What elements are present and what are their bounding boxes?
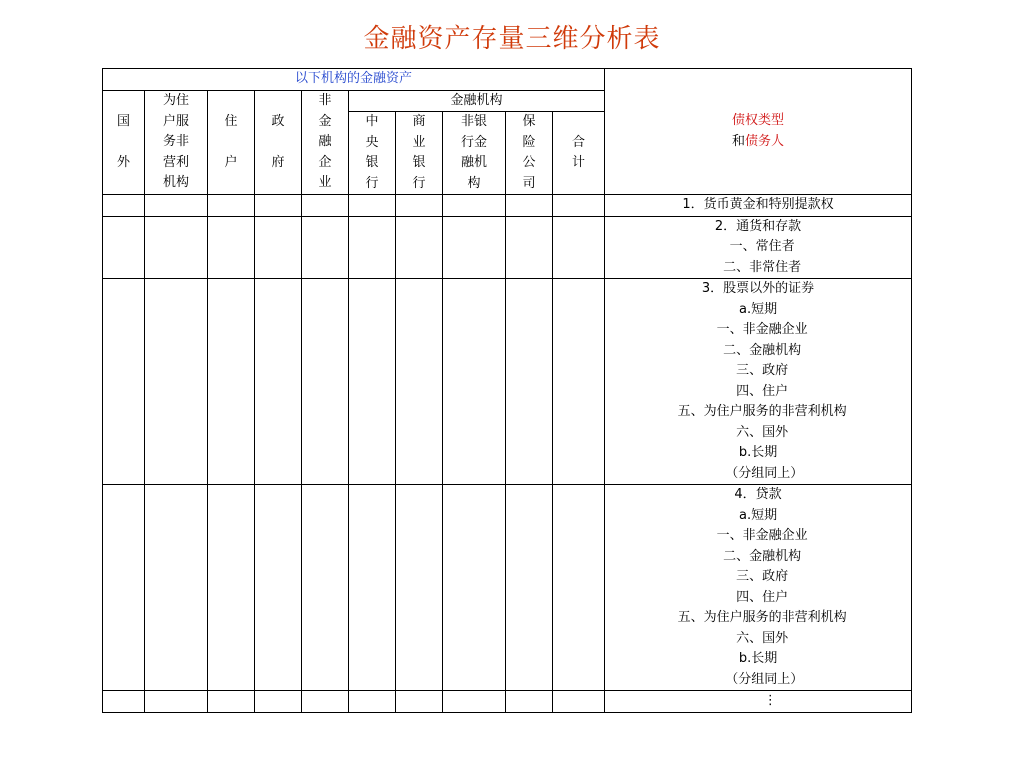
table-cell	[255, 216, 302, 279]
category-line: 六、国外	[727, 630, 789, 646]
category-line: 三、政府	[727, 363, 789, 378]
category-line: b.长期	[738, 651, 778, 666]
table-cell	[553, 216, 605, 279]
table-cell	[396, 216, 443, 279]
col-nonbank-fi: 非银 行金 融机 构	[443, 112, 506, 195]
category-line: 六、国外	[727, 424, 789, 440]
table-cell	[553, 485, 605, 691]
table-cell	[302, 216, 349, 279]
category-cell	[605, 485, 912, 691]
table-row	[103, 485, 912, 691]
category-line: 2．通货和存款	[714, 218, 802, 234]
table-row	[103, 691, 912, 713]
category-line: 4．贷款	[734, 487, 782, 502]
category-cell	[605, 279, 912, 485]
table-cell	[396, 279, 443, 485]
table-cell	[208, 691, 255, 713]
table-cell	[506, 216, 553, 279]
debt-type-label: 债权类型	[732, 113, 785, 128]
category-line: （分组同上）	[712, 465, 804, 481]
header-top-label: 以下机构的金融资产	[103, 69, 605, 91]
category-line: 二、金融机构	[714, 548, 802, 564]
category-line: 五、为住户服务的非营利机构	[669, 610, 847, 625]
category-line: 二、非常住者	[714, 259, 802, 275]
table-cell	[208, 195, 255, 217]
category-line: 一、非金融企业	[708, 528, 808, 543]
table-cell	[302, 485, 349, 691]
table-row	[103, 216, 912, 279]
col-foreign: 国 外	[103, 90, 145, 195]
table-cell	[255, 279, 302, 485]
table-cell	[396, 691, 443, 713]
table-cell	[255, 691, 302, 713]
category-line: 1．货币黄金和特别提款权	[682, 197, 834, 212]
table-cell	[208, 279, 255, 485]
col-central-bank: 中 央 银 行	[349, 112, 396, 195]
col-total: 合 计	[553, 112, 605, 195]
category-line: 一、常住者	[721, 239, 795, 254]
table-cell	[145, 691, 208, 713]
table-cell	[443, 691, 506, 713]
col-npish: 为住 户服 务非 营利 机构	[145, 90, 208, 195]
category-cell	[605, 691, 912, 713]
table-cell	[506, 485, 553, 691]
col-commercial-bank: 商 业 银 行	[396, 112, 443, 195]
category-line: 四、住户	[727, 589, 789, 605]
category-line: 3．股票以外的证券	[701, 281, 815, 296]
category-line: 五、为住户服务的非营利机构	[669, 404, 847, 419]
table-cell	[443, 195, 506, 217]
table-cell	[396, 195, 443, 217]
table-cell	[145, 485, 208, 691]
table-cell	[349, 216, 396, 279]
header-right-label	[605, 69, 912, 195]
table-cell	[302, 195, 349, 217]
col-government: 政 府	[255, 90, 302, 195]
table-cell	[302, 279, 349, 485]
category-cell	[605, 216, 912, 279]
category-line: ⋮	[739, 693, 777, 708]
table-cell	[302, 691, 349, 713]
category-line: 一、非金融企业	[708, 322, 808, 337]
table-row	[103, 195, 912, 217]
table-cell	[553, 195, 605, 217]
category-line: a.短期	[738, 507, 778, 523]
page-title: 金融资产存量三维分析表	[363, 24, 661, 54]
table-cell	[103, 691, 145, 713]
table-cell	[443, 485, 506, 691]
table-cell	[255, 485, 302, 691]
table-cell	[103, 195, 145, 217]
table-cell	[145, 216, 208, 279]
table-cell	[553, 691, 605, 713]
category-line: （分组同上）	[712, 671, 804, 687]
table-cell	[103, 485, 145, 691]
table-row	[103, 279, 912, 485]
table-cell	[349, 691, 396, 713]
table-cell	[103, 216, 145, 279]
table-cell	[349, 195, 396, 217]
col-households: 住 户	[208, 90, 255, 195]
table-cell	[553, 279, 605, 485]
table-cell	[506, 195, 553, 217]
table-cell	[396, 485, 443, 691]
table-cell	[443, 216, 506, 279]
debtor-label: 债务人	[745, 133, 785, 149]
table-cell	[506, 691, 553, 713]
analysis-table	[102, 68, 912, 713]
category-line: 三、政府	[727, 569, 789, 584]
table-cell	[208, 485, 255, 691]
table-cell	[506, 279, 553, 485]
category-cell	[605, 195, 912, 217]
col-nonfinancial: 非 金 融 企 业	[302, 90, 349, 195]
table-cell	[103, 279, 145, 485]
table-cell	[145, 195, 208, 217]
category-line: a.短期	[738, 301, 778, 317]
table-cell	[349, 485, 396, 691]
and-label: 和	[732, 133, 746, 149]
table-cell	[255, 195, 302, 217]
category-line: 四、住户	[727, 383, 789, 399]
header-financial-institutions: 金融机构	[349, 90, 605, 112]
category-line: b.长期	[738, 445, 778, 460]
category-line: 二、金融机构	[714, 342, 802, 358]
table-cell	[349, 279, 396, 485]
col-insurance: 保 险 公 司	[506, 112, 553, 195]
table-cell	[208, 216, 255, 279]
table-cell	[145, 279, 208, 485]
table-cell	[443, 279, 506, 485]
